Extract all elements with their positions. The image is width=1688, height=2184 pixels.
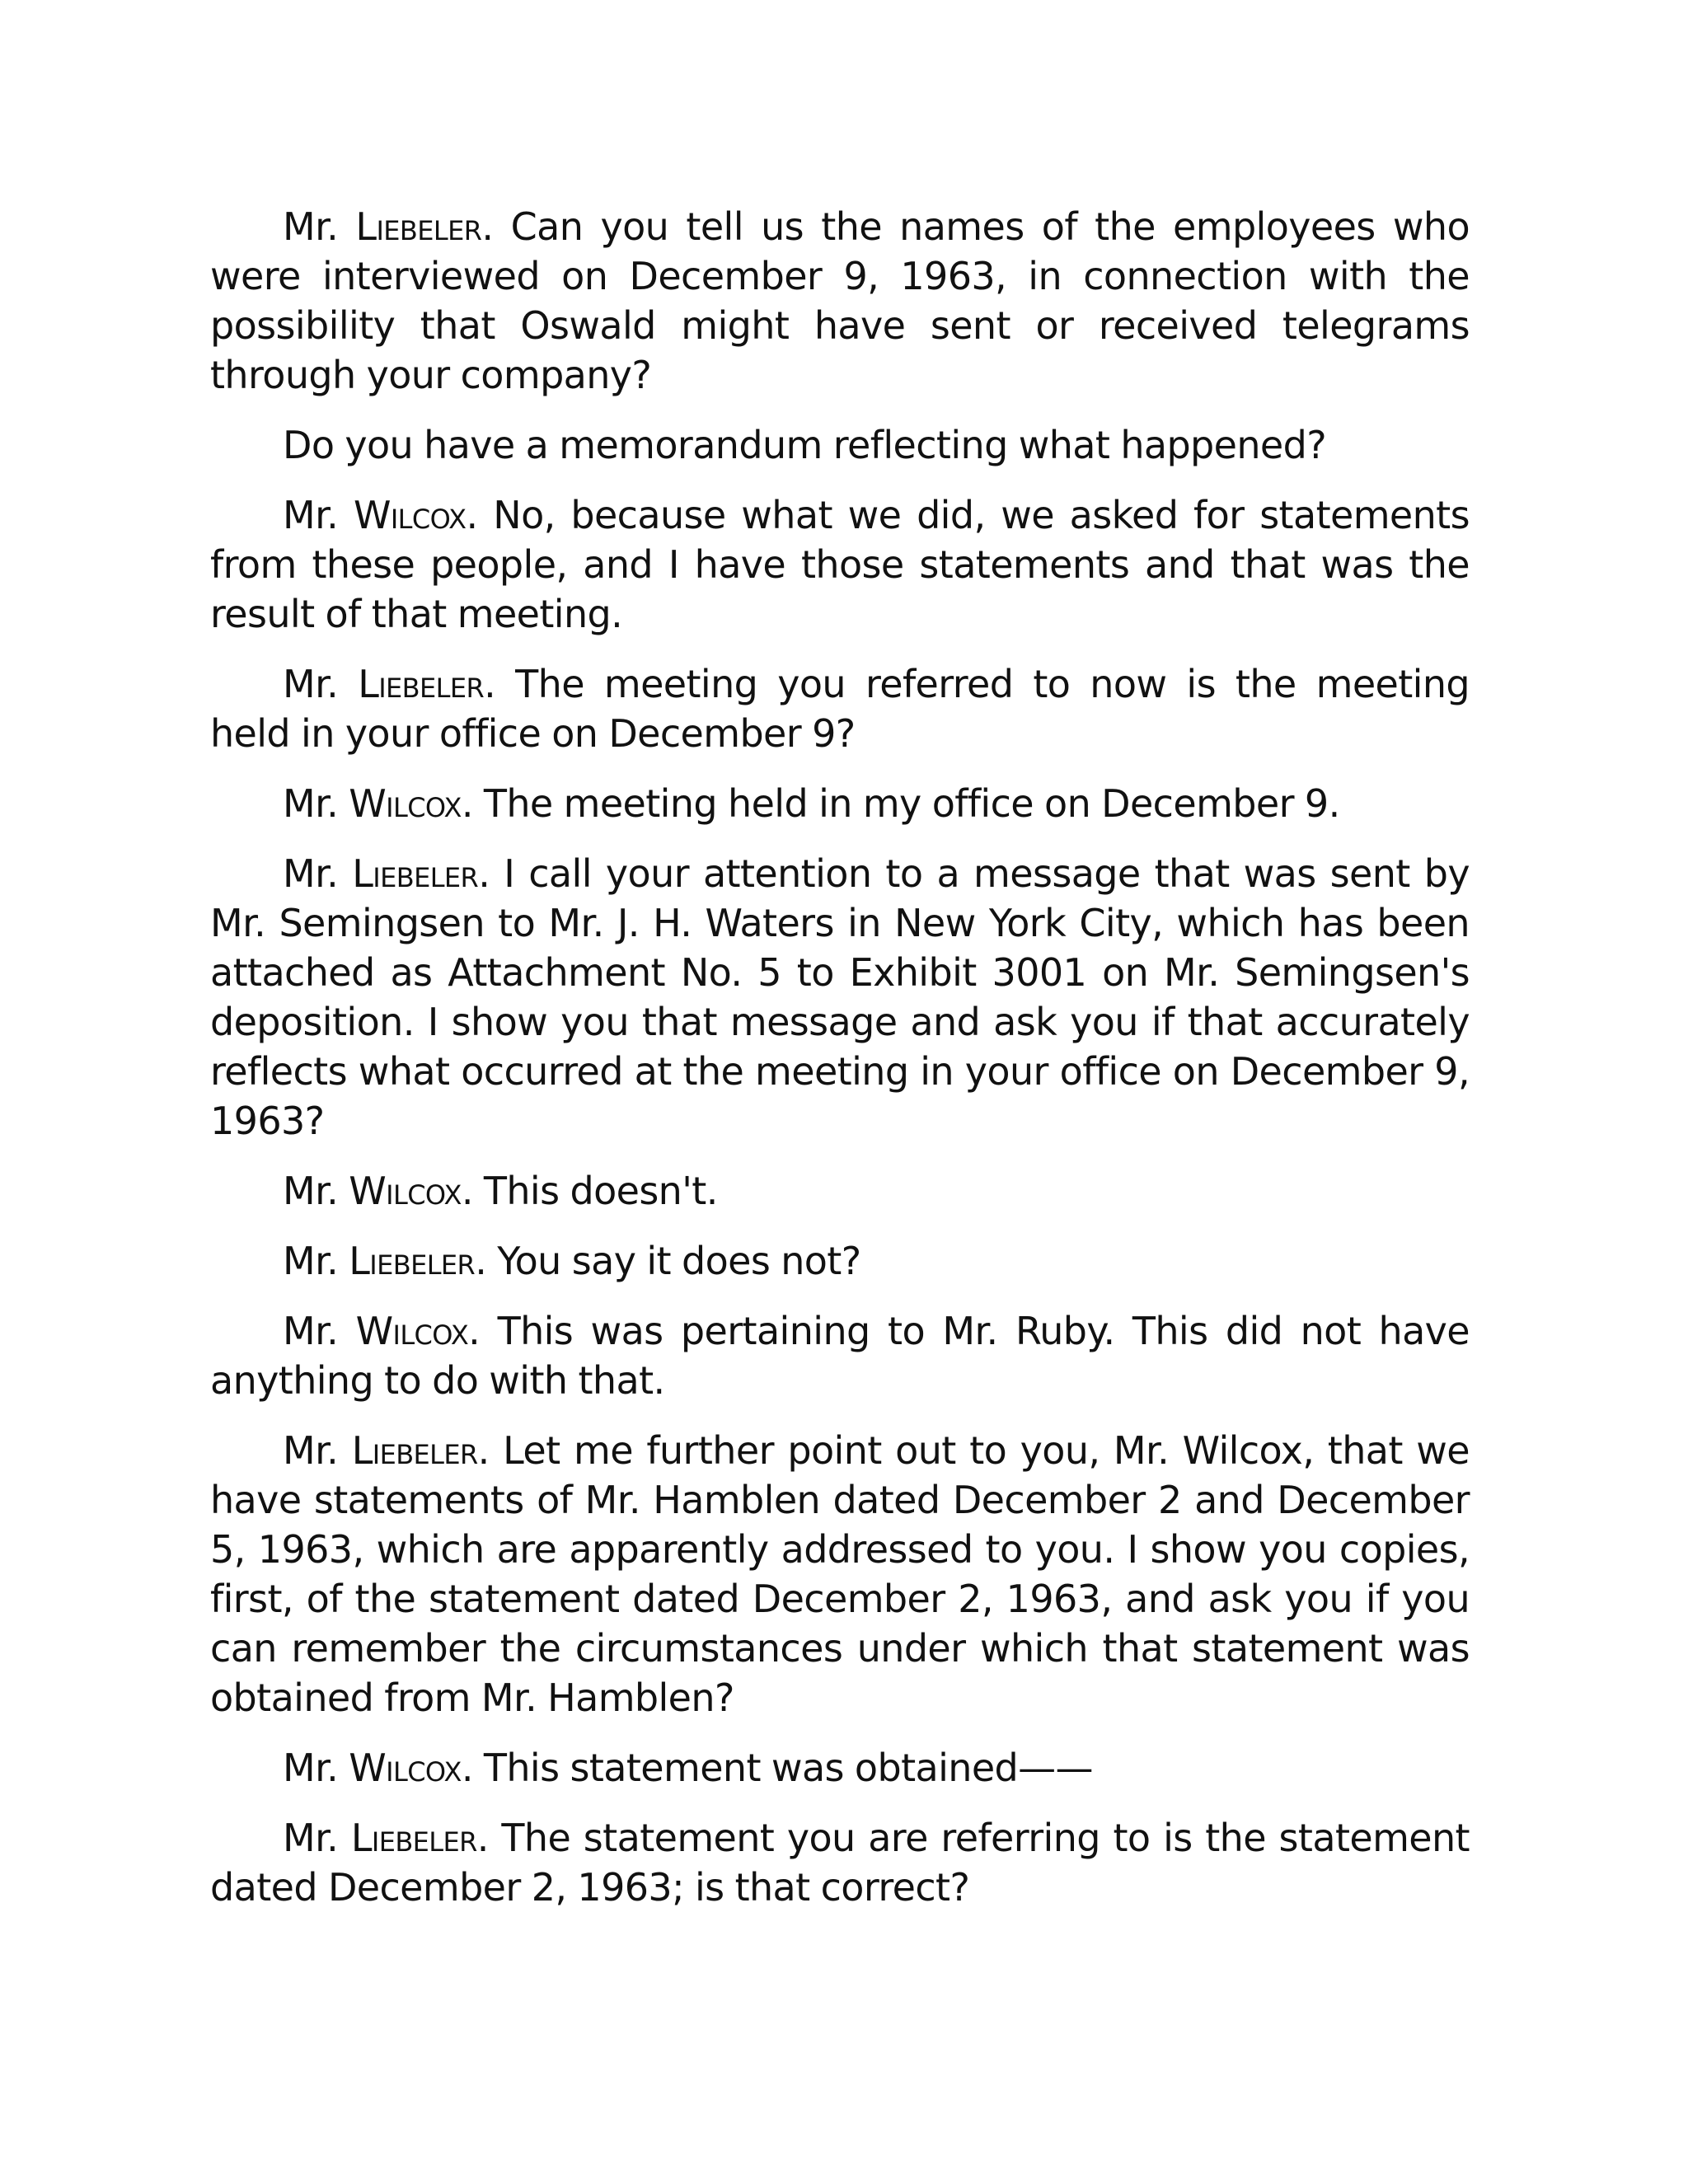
transcript-page — [210, 202, 1470, 1933]
speaker-title: Mr. — [283, 493, 354, 537]
speaker-initial: W — [349, 781, 387, 826]
speaker-initial: L — [351, 1428, 373, 1473]
paragraph — [210, 490, 1470, 639]
speech-text: . Can you tell us the names of the employees who were interviewed on December 9, 1963, in connection with the possibility that Oswald might have sent or received telegrams through your company? — [210, 204, 1470, 397]
speaker-name: ilcox — [386, 781, 462, 826]
speaker-initial: L — [355, 204, 377, 249]
speaker-initial: W — [349, 1746, 387, 1790]
speaker-initial: W — [355, 1309, 393, 1353]
speech-text: . The statement you are referring to is the statement dated December 2, 1963; is that correct? — [210, 1816, 1470, 1910]
speaker-name: iebeler — [378, 662, 485, 706]
paragraph — [210, 1306, 1470, 1405]
speaker-title: Mr. — [283, 1309, 356, 1353]
speaker-initial: L — [352, 851, 373, 896]
speaker-initial: L — [350, 1816, 372, 1860]
speech-text: . This was pertaining to Mr. Ruby. This did not have anything to do with that. — [210, 1309, 1470, 1403]
paragraph — [210, 420, 1470, 470]
speaker-title: Mr. — [283, 851, 353, 896]
speech-text: . The meeting you referred to now is the meeting held in your office on December 9? — [210, 662, 1470, 756]
speech-text: . The meeting held in my office on December 9. — [461, 781, 1340, 826]
speaker-name: iebeler — [371, 1816, 477, 1860]
speech-text: Do you have a memorandum reflecting what happened? — [283, 423, 1327, 467]
paragraph — [210, 849, 1470, 1146]
paragraph — [210, 202, 1470, 400]
paragraph — [210, 1813, 1470, 1912]
speaker-name: ilcox — [392, 1309, 469, 1353]
speaker-title: Mr. — [283, 1428, 352, 1473]
paragraph — [210, 1166, 1470, 1216]
speaker-title: Mr. — [283, 662, 359, 706]
speaker-name: iebeler — [372, 1428, 478, 1473]
speaker-title: Mr. — [283, 1239, 349, 1283]
speech-text: . You say it does not? — [475, 1239, 861, 1283]
speaker-name: ilcox — [390, 493, 467, 537]
speaker-title: Mr. — [283, 204, 356, 249]
speech-text: . No, because what we did, we asked for statements from these people, and I have those statements and that was the result of that meeting. — [210, 493, 1470, 636]
speaker-initial: W — [349, 1169, 387, 1213]
speech-text: . This statement was obtained—— — [461, 1746, 1093, 1790]
speaker-title: Mr. — [283, 1169, 349, 1213]
speaker-title: Mr. — [283, 1816, 351, 1860]
paragraph — [210, 1426, 1470, 1722]
paragraph — [210, 1743, 1470, 1793]
speaker-name: iebeler — [369, 1239, 476, 1283]
speaker-name: ilcox — [386, 1746, 462, 1790]
speech-text: . This doesn't. — [461, 1169, 718, 1213]
speaker-initial: L — [358, 662, 379, 706]
speaker-name: ilcox — [386, 1169, 462, 1213]
paragraph — [210, 779, 1470, 828]
speech-text: . I call your attention to a message that was sent by Mr. Semingsen to Mr. J. H. Waters in New York City, which has been attached as Attachment No. 5 to Exhibit 3001 on Mr. Semingsen's deposition. I show you that message and ask you if that accurately reflects what occurred at the meeting in your office on December 9, 1963? — [210, 851, 1470, 1143]
speaker-initial: L — [349, 1239, 370, 1283]
speaker-initial: W — [353, 493, 391, 537]
speaker-title: Mr. — [283, 1746, 349, 1790]
paragraph — [210, 659, 1470, 758]
speech-text: . Let me further point out to you, Mr. Wilcox, that we have statements of Mr. Hamblen dated December 2 and December 5, 1963, which are apparently addressed to you. I show you copies, first, of the statement dated December 2, 1963, and ask you if you can remember the circumstances under which that statement was obtained from Mr. Hamblen? — [210, 1428, 1470, 1720]
speaker-name: iebeler — [376, 204, 482, 249]
speaker-name: iebeler — [373, 851, 479, 896]
paragraph — [210, 1236, 1470, 1286]
speaker-title: Mr. — [283, 781, 349, 826]
